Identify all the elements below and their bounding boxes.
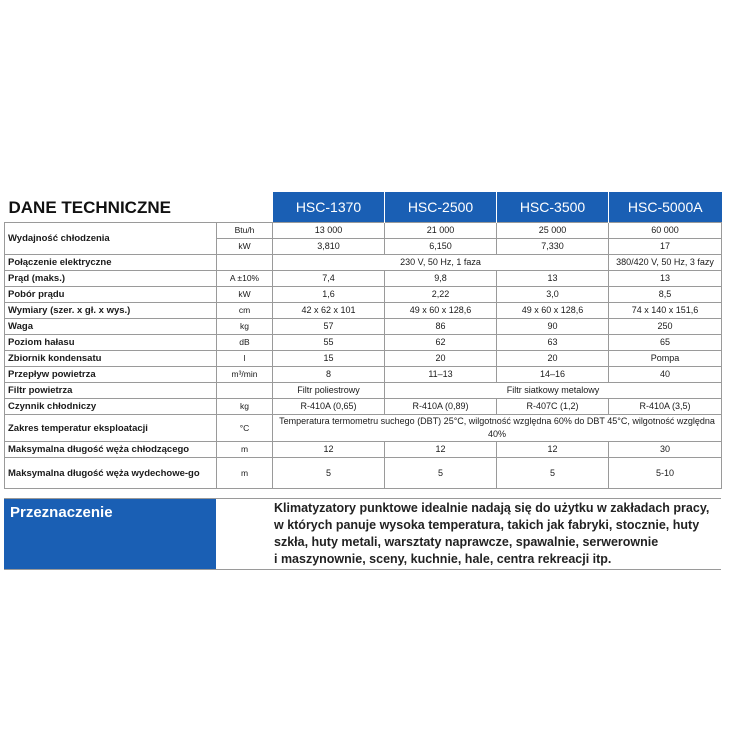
- value-cell: 86: [385, 319, 497, 335]
- table-row: [5, 287, 722, 303]
- value-cell: 20: [385, 351, 497, 367]
- model-header: HSC-2500: [385, 192, 497, 223]
- purpose-line: i maszynownie, sceny, kuchnie, hale, centra rekreacji itp.: [274, 552, 612, 566]
- value-cell: R-410A (0,65): [273, 399, 385, 415]
- table-row: [5, 442, 722, 458]
- table-row: [5, 303, 722, 319]
- table-row: [5, 458, 722, 489]
- value-cell: 63: [497, 335, 609, 351]
- model-header: HSC-1370: [273, 192, 385, 223]
- value-cell: 20: [497, 351, 609, 367]
- value-cell: 5: [497, 458, 609, 489]
- value-cell: 13: [609, 271, 722, 287]
- unit-cell: m: [217, 442, 273, 458]
- table-row: [5, 319, 722, 335]
- value-cell: 5-10: [609, 458, 722, 489]
- value-cell: 14–16: [497, 367, 609, 383]
- value-cell: 42 x 62 x 101: [273, 303, 385, 319]
- value-cell: 13 000: [273, 223, 385, 239]
- row-label: Połączenie elektryczne: [5, 255, 217, 271]
- value-cell: 380/420 V, 50 Hz, 3 fazy: [609, 255, 722, 271]
- value-cell: 5: [385, 458, 497, 489]
- value-cell: 15: [273, 351, 385, 367]
- value-cell: 7,4: [273, 271, 385, 287]
- value-cell: 17: [609, 239, 722, 255]
- value-cell: 30: [609, 442, 722, 458]
- table-row: [5, 335, 722, 351]
- value-cell: Temperatura termometru suchego (DBT) 25°C, wilgotność względna 60% do DBT 45°C, wilgotność względna 40%: [273, 415, 722, 442]
- purpose-line: szkła, huty metali, warsztaty naprawcze, spawalnie, serwerownie: [274, 535, 659, 549]
- value-cell: 1,6: [273, 287, 385, 303]
- value-cell: 13: [497, 271, 609, 287]
- table-row: [5, 271, 722, 287]
- row-label: Wydajność chłodzenia: [5, 223, 217, 255]
- row-label: Prąd (maks.): [5, 271, 217, 287]
- value-cell: 12: [273, 442, 385, 458]
- value-cell: 6,150: [385, 239, 497, 255]
- value-cell: 21 000: [385, 223, 497, 239]
- unit-cell: m³/min: [217, 367, 273, 383]
- unit-cell: kg: [217, 399, 273, 415]
- table-row: [5, 367, 722, 383]
- unit-cell: A ±10%: [217, 271, 273, 287]
- unit-cell: dB: [217, 335, 273, 351]
- header-row: [5, 192, 722, 223]
- table-row: [5, 383, 722, 399]
- value-cell: 57: [273, 319, 385, 335]
- purpose-line: w których panuje wysoka temperatura, takich jak fabryki, stocznie, huty: [274, 518, 700, 532]
- row-label: Pobór prądu: [5, 287, 217, 303]
- table-row: [5, 399, 722, 415]
- table-row: [5, 351, 722, 367]
- value-cell: 65: [609, 335, 722, 351]
- value-cell: R-407C (1,2): [497, 399, 609, 415]
- value-cell: Pompa: [609, 351, 722, 367]
- value-cell: 9,8: [385, 271, 497, 287]
- model-header: HSC-3500: [497, 192, 609, 223]
- unit-cell: m: [217, 458, 273, 489]
- purpose-section: [4, 498, 721, 570]
- spec-table: [4, 192, 722, 489]
- value-cell: 74 x 140 x 151,6: [609, 303, 722, 319]
- row-label: Zbiornik kondensatu: [5, 351, 217, 367]
- unit-cell: kW: [217, 239, 273, 255]
- value-cell: R-410A (3,5): [609, 399, 722, 415]
- purpose-text: [216, 499, 721, 569]
- row-label: Przepływ powietrza: [5, 367, 217, 383]
- value-cell: 40: [609, 367, 722, 383]
- value-cell: Filtr poliestrowy: [273, 383, 385, 399]
- unit-cell: kW: [217, 287, 273, 303]
- value-cell: 12: [497, 442, 609, 458]
- value-cell: 25 000: [497, 223, 609, 239]
- value-cell: Filtr siatkowy metalowy: [385, 383, 722, 399]
- value-cell: 62: [385, 335, 497, 351]
- unit-cell: l: [217, 351, 273, 367]
- table-row: [5, 223, 722, 239]
- row-label: Zakres temperatur eksploatacji: [5, 415, 217, 442]
- purpose-line: Klimatyzatory punktowe idealnie nadają się do użytku w zakładach pracy,: [274, 501, 710, 515]
- value-cell: 8: [273, 367, 385, 383]
- row-label: Wymiary (szer. x gł. x wys.): [5, 303, 217, 319]
- value-cell: 7,330: [497, 239, 609, 255]
- page-title: DANE TECHNICZNE: [5, 192, 217, 223]
- unit-cell: kg: [217, 319, 273, 335]
- value-cell: 60 000: [609, 223, 722, 239]
- row-label: Poziom hałasu: [5, 335, 217, 351]
- row-label: Maksymalna długość węża wydechowe-go: [5, 458, 217, 489]
- unit-cell: cm: [217, 303, 273, 319]
- value-cell: 2,22: [385, 287, 497, 303]
- purpose-heading: Przeznaczenie: [4, 499, 216, 569]
- row-label: Waga: [5, 319, 217, 335]
- unit-cell: °C: [217, 415, 273, 442]
- value-cell: 49 x 60 x 128,6: [497, 303, 609, 319]
- value-cell: 11–13: [385, 367, 497, 383]
- value-cell: 250: [609, 319, 722, 335]
- value-cell: 90: [497, 319, 609, 335]
- value-cell: 55: [273, 335, 385, 351]
- value-cell: 49 x 60 x 128,6: [385, 303, 497, 319]
- value-cell: 230 V, 50 Hz, 1 faza: [273, 255, 609, 271]
- table-row: [5, 415, 722, 442]
- value-cell: 3,0: [497, 287, 609, 303]
- value-cell: 8,5: [609, 287, 722, 303]
- value-cell: 5: [273, 458, 385, 489]
- row-label: Filtr powietrza: [5, 383, 217, 399]
- value-cell: 12: [385, 442, 497, 458]
- unit-cell: Btu/h: [217, 223, 273, 239]
- row-label: Czynnik chłodniczy: [5, 399, 217, 415]
- model-header: HSC-5000A: [609, 192, 722, 223]
- table-row: [5, 255, 722, 271]
- value-cell: 3,810: [273, 239, 385, 255]
- value-cell: R-410A (0,89): [385, 399, 497, 415]
- row-label: Maksymalna długość węża chłodzącego: [5, 442, 217, 458]
